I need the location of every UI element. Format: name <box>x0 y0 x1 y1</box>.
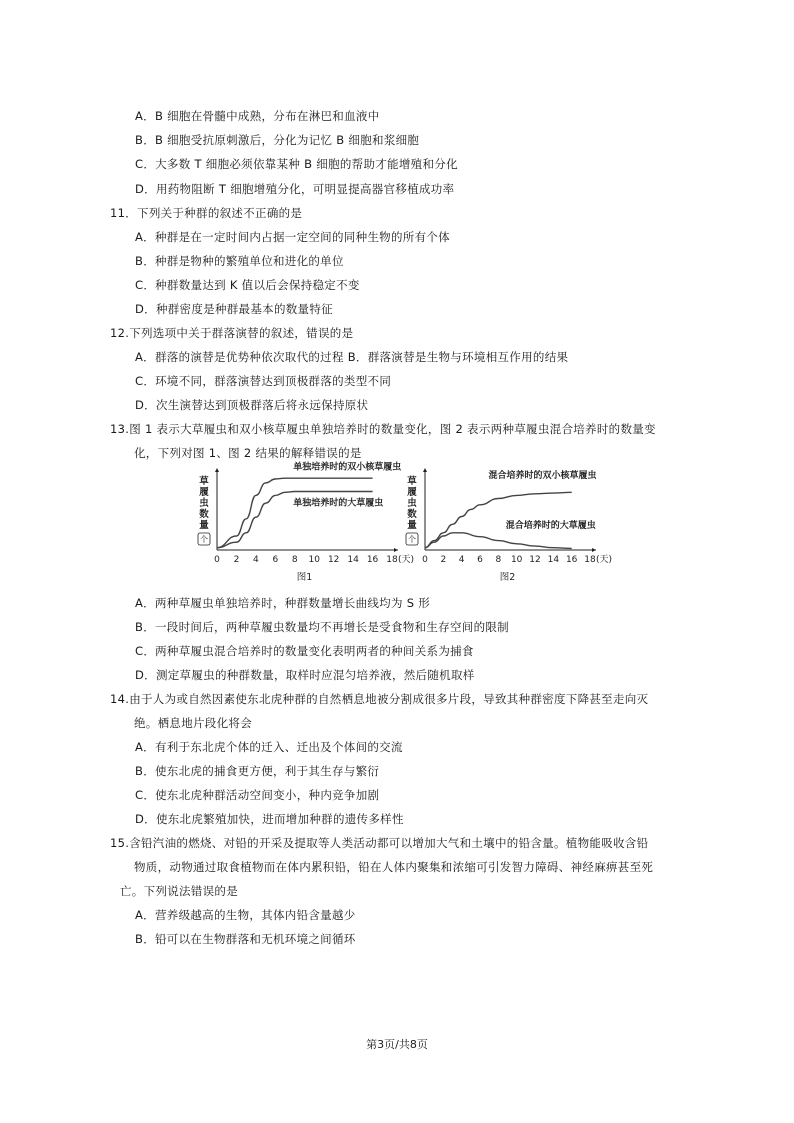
x-tick-label: 4 <box>458 555 465 565</box>
q14-stem-line1: 14.由于人为或自然因素使东北虎种群的自然栖息地被分割成很多片段，导致其种群密度下降甚至走向灭 <box>110 692 649 706</box>
y-axis-arrow <box>215 468 219 472</box>
q10-option-c: C．大多数 T 细胞必须依靠某种 B 细胞的帮助才能增殖和分化 <box>135 157 458 171</box>
x-tick-label: 16 <box>366 555 379 565</box>
x-tick-label: 16 <box>565 555 578 565</box>
series-label-0: 单独培养时的双小核草履虫 <box>293 462 402 473</box>
q14-option-c: C．使东北虎种群活动空间变小，种内竞争加剧 <box>135 788 380 802</box>
q12-stem: 12.下列选项中关于群落演替的叙述，错误的是 <box>110 326 354 340</box>
q14-option-b: B．使东北虎的捕食更方便，利于其生存与繁衍 <box>135 764 380 778</box>
y-unit-label: 个 <box>408 535 416 544</box>
y-axis-label: 草履虫数量 <box>407 476 417 531</box>
x-tick-label: 14 <box>547 555 560 565</box>
x-unit-label: (天) <box>595 555 613 565</box>
chart-title: 图2 <box>499 572 516 583</box>
x-tick-label: 0 <box>214 555 220 565</box>
q13-stem-line2: 化，下列对图 1、图 2 结果的解释错误的是 <box>134 446 362 460</box>
chart-figure-2 <box>406 468 612 583</box>
q13-option-c: C．两种草履虫混合培养时的数量变化表明两者的种间关系为捕食 <box>135 644 474 658</box>
x-tick-label: 8 <box>495 555 502 565</box>
q11-option-c: C．种群数量达到 K 值以后会保持稳定不变 <box>135 278 360 292</box>
y-axis-arrow <box>423 468 427 472</box>
x-tick-label: 10 <box>308 555 320 565</box>
q13-option-d: D．测定草履虫的种群数量，取样时应混匀培养液，然后随机取样 <box>135 668 475 682</box>
series-line-0 <box>217 478 373 548</box>
x-tick-label: 12 <box>529 555 541 565</box>
series-label-1: 混合培养时的大草履虫 <box>505 521 596 531</box>
q14-stem-line2: 绝。栖息地片段化将会 <box>134 716 252 730</box>
series-label-0: 混合培养时的双小核草履虫 <box>488 471 597 481</box>
x-tick-label: 2 <box>233 555 240 565</box>
q15-stem-line1: 15.含铅汽油的燃烧、对铅的开采及提取等人类活动都可以增加大气和土壤中的铅含量。植物能吸收含铅 <box>110 836 649 850</box>
q11-stem: 11．下列关于种群的叙述不正确的是 <box>110 206 303 220</box>
x-tick-label: 18 <box>584 555 596 565</box>
x-tick-label: 6 <box>272 555 279 565</box>
q13-option-b: B．一段时间后，两种草履虫数量均不再增长是受食物和生存空间的限制 <box>135 620 509 634</box>
q15-option-b: B．铅可以在生物群落和无机环境之间循环 <box>135 932 356 946</box>
x-tick-label: 4 <box>253 555 259 565</box>
x-tick-label: 8 <box>291 555 298 565</box>
q15-option-a: A．营养级越高的生物，其体内铅含量越少 <box>135 908 356 922</box>
x-tick-label: 2 <box>440 555 447 565</box>
q15-stem-line2: 物质，动物通过取食植物而在体内累积铅，铅在人体内聚集和浓缩可引发智力障碍、神经麻痹甚至死 <box>134 860 654 874</box>
q11-option-d: D．种群密度是种群最基本的数量特征 <box>135 302 333 316</box>
q13-figure <box>195 462 613 583</box>
series-line-0 <box>425 492 572 547</box>
x-axis-arrow <box>394 548 398 552</box>
q13-stem-line1: 13.图 1 表示大草履虫和双小核草履虫单独培养时的数量变化，图 2 表示两种草履虫混合培养时的数量变 <box>110 422 656 436</box>
q10-option-b: B．B 细胞受抗原刺激后，分化为记忆 B 细胞和浆细胞 <box>135 133 420 147</box>
q10-option-d: D．用药物阻断 T 细胞增殖分化，可明显提高器官移植成功率 <box>135 182 455 196</box>
x-tick-label: 14 <box>347 555 359 565</box>
q11-option-a: A．种群是在一定时间内占据一定空间的同种生物的所有个体 <box>135 230 450 244</box>
q13-charts <box>195 462 613 583</box>
chart-figure-1 <box>198 460 414 583</box>
x-axis-arrow <box>592 548 596 552</box>
y-unit-label: 个 <box>200 535 208 544</box>
q14-option-d: D．使东北虎繁殖加快，进而增加种群的遗传多样性 <box>135 812 404 826</box>
q10-option-a: A．B 细胞在骨髓中成熟，分布在淋巴和血液中 <box>135 109 380 123</box>
series-line-1 <box>425 533 572 549</box>
chart-title: 图1 <box>296 572 313 583</box>
q12-option-d: D．次生演替达到顶极群落后将永远保持原状 <box>135 398 369 412</box>
x-unit-label: (天) <box>397 555 415 565</box>
x-tick-label: 6 <box>477 555 483 565</box>
y-axis-label: 草履虫数量 <box>199 476 209 531</box>
x-tick-label: 10 <box>510 555 523 565</box>
x-tick-label: 0 <box>422 555 428 565</box>
q13-option-a: A．两种草履虫单独培养时，种群数量增长曲线均为 S 形 <box>135 596 431 610</box>
q12-option-ab: A．群落的演替是优势种依次取代的过程 B．群落演替是生物与环境相互作用的结果 <box>135 350 569 364</box>
q14-option-a: A．有利于东北虎个体的迁入、迁出及个体间的交流 <box>135 740 403 754</box>
series-label-1: 单独培养时的大草履虫 <box>293 498 384 509</box>
q15-stem-line3: 亡。下列说法错误的是 <box>120 884 238 898</box>
x-tick-label: 12 <box>327 555 340 565</box>
page-footer: 第3页/共8页 <box>366 1038 428 1051</box>
q12-option-c: C．环境不同，群落演替达到顶极群落的类型不同 <box>135 374 392 388</box>
x-tick-label: 18 <box>386 555 398 565</box>
q11-option-b: B．种群是物种的繁殖单位和进化的单位 <box>135 254 344 268</box>
